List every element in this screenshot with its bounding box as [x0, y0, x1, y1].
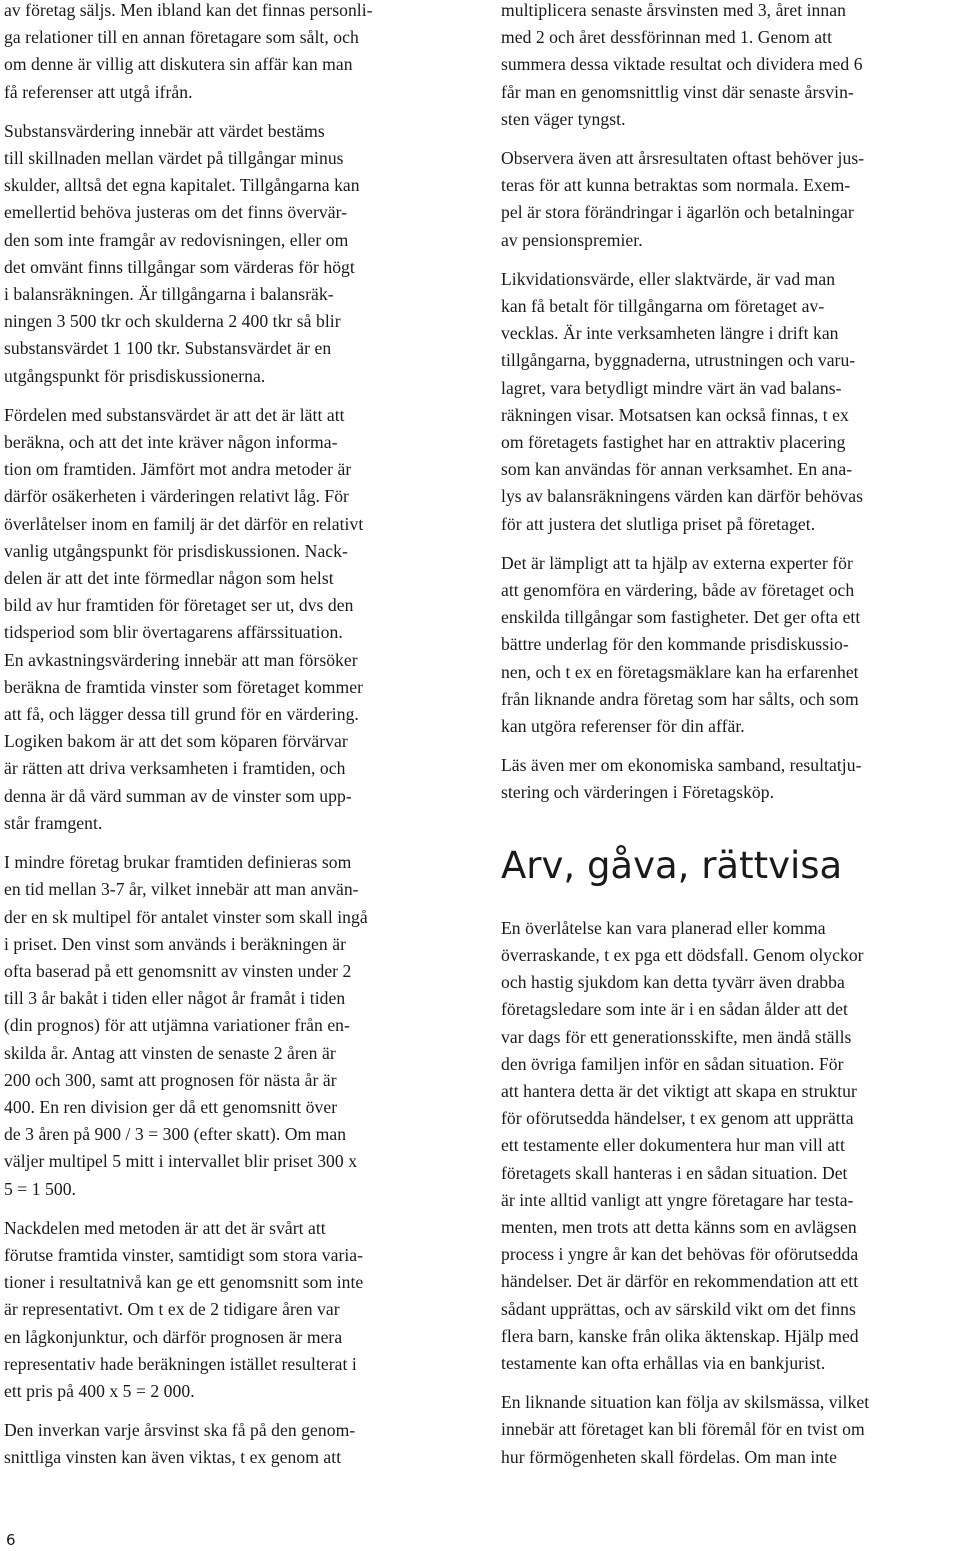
left-column	[4, 0, 454, 1484]
body-paragraph: En avkastningsvärdering innebär att man försöker beräkna de framtida vinster som företaget kommer att få, och lägger dessa till grund för en värdering. Logiken bakom är att det som köparen förvärvar är rätten att driva verksamheten i framtiden, och denna är då värd summan av de vinster som upp- står framgent.	[4, 649, 364, 833]
body-paragraph: En överlåtelse kan vara planerad eller komma överraskande, t ex pga ett dödsfall. Genom olyckor och hastig sjukdom kan detta tyvärr även drabba företagsledare som inte är i en sådan ålder att det var dags för ett generationsskifte, men ändå ställs den övriga familjen inför en sådan situation. För att hantera detta är det viktigt att skapa en struktur för oförutsedda händelser, t ex genom att upprätta ett testamente eller dokumentera hur man vill att företagets skall hanteras i en sådan situation. Det är inte alltid vanligt att yngre företagare har testa- menten, men trots att detta känns som en avlägsen process i yngre år kan det behövas för oförutsedda händelser. Det är därför en rekommendation att ett sådant upprättas, och av särskild vikt om det finns flera barn, kanske från olika äktenskap. Hjälp med testamente kan ofta erhållas via en bankjurist.	[501, 917, 864, 1373]
right-column	[501, 0, 960, 1483]
body-paragraph: Läs även mer om ekonomiska samband, resultatju- stering och värderingen i Företagsköp.	[501, 755, 862, 803]
body-paragraph: Substansvärdering innebär att värdet bestäms till skillnaden mellan värdet på tillgångar minus skulder, alltså det egna kapitalet. Tillgångarna kan emellertid behöva justeras om det finns övervär- den som inte framgår av redovisningen, eller om det omvänt finns tillgångar som värderas för högt i balansräkningen. Är tillgångarna i balansräk- ningen 3 500 tkr och skulderna 2 400 tkr så blir substansvärdet 1 100 tkr. Substansvärdet är en utgångspunkt för prisdiskussionerna.	[4, 120, 360, 386]
body-paragraph: Fördelen med substansvärdet är att det är lätt att beräkna, och att det inte kräver någon informa- tion om framtiden. Jämfört mot andra metoder är därför osäkerheten i värderingen relativt låg. För överlåtelser inom en familj är det därför en relativt vanlig utgångspunkt för prisdiskussionen. Nack- delen är att det inte förmedlar någon som helst bild av hur framtiden för företaget ser ut, dvs den tidsperiod som blir övertagarens affärssituation.	[4, 404, 364, 643]
body-paragraph: Den inverkan varje årsvinst ska få på den genom- snittliga vinsten kan även viktas, t ex genom att	[4, 1420, 356, 1468]
body-paragraph: Likvidationsvärde, eller slaktvärde, är vad man kan få betalt för tillgångarna om företaget av- vecklas. Är inte verksamheten längre i drift kan tillgångarna, byggnaderna, utrustningen och varu- lagret, vara betydligt mindre värt än vad balans- räkningen visar. Motsatsen kan också finnas, t ex om företagets fastighet har en attraktiv placering som kan användas för annan verksamhet. En ana- lys av balansräkningens värden kan därför behövas för att justera det slutliga priset på företaget.	[501, 268, 864, 534]
body-paragraph: av företag säljs. Men ibland kan det finnas personli- ga relationer till en annan företagare som sålt, och om denne är villig att diskutera sin affär kan man få referenser att utgå ifrån.	[4, 0, 373, 102]
body-paragraph: Nackdelen med metoden är att det är svårt att förutse framtida vinster, samtidigt som stora varia- tioner i resultatnivå kan ge ett genomsnitt som inte är representativt. Om t ex de 2 tidigare åren var en lågkonjunktur, och därför prognosen är mera representativ hade beräkningen istället resulterat i ett pris på 400 x 5 = 2 000.	[4, 1217, 364, 1401]
page-number: 6	[6, 1531, 16, 1549]
body-paragraph: En liknande situation kan följa av skilsmässa, vilket innebär att företaget kan bli föremål för en tvist om hur förmögenheten skall fördelas. Om man inte	[501, 1392, 870, 1467]
body-paragraph: Det är lämpligt att ta hjälp av externa experter för att genomföra en värdering, både av företaget och enskilda tillgångar som fastigheter. Det ger ofta ett bättre underlag för den kommande prisdiskussio- nen, och t ex en företagsmäklare kan ha erfarenhet från liknande andra företag som har sålts, och som kan utgöra referenser för din affär.	[501, 552, 861, 737]
body-paragraph: Observera även att årsresultaten oftast behöver jus- teras för att kunna betraktas som normala. Exem- pel är stora förändringar i ägarlön och betalningar av pensionspremier.	[501, 148, 865, 250]
body-paragraph: multiplicera senaste årsvinsten med 3, året innan med 2 och året dessförinnan med 1. Genom att summera dessa viktade resultat och dividera med 6 får man en genomsnittlig vinst där senaste årsvin- sten väger tyngst.	[501, 0, 863, 129]
section-heading: Arv, gåva, rättvisa	[501, 843, 843, 887]
body-paragraph: I mindre företag brukar framtiden definieras som en tid mellan 3-7 år, vilket innebär att man använ- der en sk multipel för antalet vinster som skall ingå i priset. Den vinst som används i beräkningen är ofta baserad på ett genomsnitt av vinsten under 2 till 3 år bakåt i tiden eller något år framåt i tiden (din prognos) för att utjämna variationer från en- skilda år. Antag att vinsten de senaste 2 åren är 200 och 300, samt att prognosen för nästa år är 400. En ren division ger då ett genomsnitt över de 3 åren på 900 / 3 = 300 (efter skatt). Om man väljer multipel 5 mitt i intervallet blir priset 300 x 5 = 1 500.	[4, 852, 368, 1199]
